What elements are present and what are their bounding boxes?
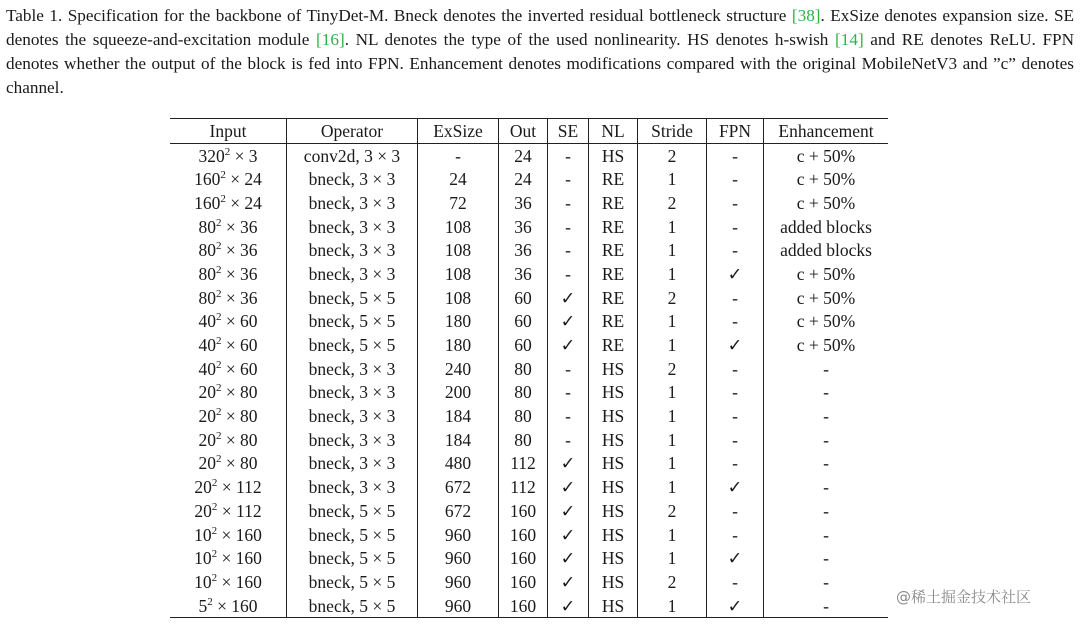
cell-operator: bneck, 3 × 3 — [287, 238, 418, 262]
cell-se: - — [548, 191, 589, 215]
cell-enhancement: - — [764, 357, 889, 381]
table-row — [170, 310, 888, 334]
cell-exsize: 108 — [418, 215, 499, 239]
cell-stride: 1 — [638, 310, 707, 334]
cell-exsize: 960 — [418, 594, 499, 618]
cell-se: ✓ — [548, 594, 589, 618]
cell-fpn: - — [707, 310, 764, 334]
cell-operator: bneck, 3 × 3 — [287, 428, 418, 452]
cell-stride: 1 — [638, 404, 707, 428]
input-channels: × 80 — [221, 453, 258, 474]
input-base: 20 — [198, 453, 216, 474]
cell-exsize: 72 — [418, 191, 499, 215]
cell-input — [170, 238, 287, 262]
cell-operator: bneck, 3 × 3 — [287, 167, 418, 191]
cell-stride: 1 — [638, 546, 707, 570]
input-exponent: 2 — [211, 501, 218, 514]
input-channels: × 160 — [217, 571, 262, 592]
cell-enhancement: - — [764, 428, 889, 452]
cell-stride: 1 — [638, 262, 707, 286]
cell-nl: HS — [589, 143, 638, 167]
cell-fpn: - — [707, 381, 764, 405]
header-operator: Operator — [287, 119, 418, 144]
cell-exsize: - — [418, 143, 499, 167]
cell-fpn: - — [707, 452, 764, 476]
cell-fpn: - — [707, 215, 764, 239]
table-row — [170, 333, 888, 357]
cell-out: 112 — [499, 452, 548, 476]
cell-out: 80 — [499, 428, 548, 452]
input-base: 80 — [198, 216, 216, 237]
cell-fpn: - — [707, 143, 764, 167]
cell-se: ✓ — [548, 570, 589, 594]
input-channels: × 112 — [217, 500, 262, 521]
cell-nl: HS — [589, 546, 638, 570]
table-row — [170, 523, 888, 547]
cell-stride: 2 — [638, 191, 707, 215]
cell-se: ✓ — [548, 523, 589, 547]
cell-out: 24 — [499, 167, 548, 191]
input-base: 20 — [198, 406, 216, 427]
input-exponent: 2 — [215, 358, 222, 371]
input-channels: × 36 — [221, 216, 258, 237]
cell-out: 36 — [499, 215, 548, 239]
cell-se: ✓ — [548, 286, 589, 310]
citation-link[interactable]: [16] — [316, 30, 345, 49]
input-channels: × 60 — [221, 311, 258, 332]
cell-out: 60 — [499, 310, 548, 334]
cell-enhancement: added blocks — [764, 238, 889, 262]
cell-stride: 1 — [638, 238, 707, 262]
input-exponent: 2 — [220, 193, 226, 206]
caption-text: Table 1. Specification for the backbone of TinyDet-M. Bneck denotes the inverted residual bottleneck structure — [6, 6, 792, 25]
input-exponent: 2 — [215, 453, 222, 466]
cell-nl: HS — [589, 428, 638, 452]
cell-exsize: 200 — [418, 381, 499, 405]
input-exponent: 2 — [215, 287, 222, 300]
cell-out: 160 — [499, 546, 548, 570]
input-base: 320 — [198, 145, 225, 166]
cell-stride: 2 — [638, 143, 707, 167]
cell-enhancement: - — [764, 475, 889, 499]
cell-nl: HS — [589, 475, 638, 499]
input-exponent: 2 — [211, 548, 218, 561]
citation-link[interactable]: [38] — [791, 6, 821, 25]
cell-fpn: - — [707, 191, 764, 215]
table-row — [170, 381, 888, 405]
cell-input — [170, 286, 287, 310]
cell-stride: 2 — [638, 357, 707, 381]
table-row — [170, 191, 888, 215]
input-exponent: 2 — [211, 477, 218, 490]
input-base: 5 — [198, 595, 208, 616]
cell-input — [170, 191, 287, 215]
input-channels: × 80 — [221, 429, 258, 450]
cell-nl: HS — [589, 594, 638, 618]
cell-fpn: ✓ — [707, 546, 764, 570]
cell-exsize: 24 — [418, 167, 499, 191]
cell-enhancement: - — [764, 570, 889, 594]
input-exponent: 2 — [211, 524, 218, 537]
cell-operator: bneck, 5 × 5 — [287, 546, 418, 570]
cell-out: 80 — [499, 404, 548, 428]
caption-text: . NL denotes the type of the used nonlinearity. HS denotes h-swish — [344, 30, 836, 49]
input-base: 10 — [194, 524, 212, 545]
cell-nl: HS — [589, 523, 638, 547]
cell-stride: 2 — [638, 499, 707, 523]
input-channels: × 60 — [221, 335, 258, 356]
table-row — [170, 215, 888, 239]
cell-exsize: 108 — [418, 262, 499, 286]
input-base: 80 — [198, 240, 216, 261]
cell-exsize: 240 — [418, 357, 499, 381]
cell-nl: RE — [589, 262, 638, 286]
cell-se: - — [548, 381, 589, 405]
cell-input — [170, 404, 287, 428]
header-stride: Stride — [638, 119, 707, 144]
input-exponent: 2 — [211, 572, 218, 585]
input-base: 40 — [198, 335, 216, 356]
cell-se: - — [548, 262, 589, 286]
cell-se: - — [548, 357, 589, 381]
input-base: 20 — [194, 477, 212, 498]
cell-input — [170, 381, 287, 405]
input-exponent: 2 — [215, 335, 222, 348]
input-base: 20 — [194, 500, 212, 521]
cell-out: 80 — [499, 357, 548, 381]
input-channels: × 24 — [225, 169, 262, 190]
input-channels: × 160 — [212, 595, 258, 616]
table-row — [170, 167, 888, 191]
cell-operator: bneck, 3 × 3 — [287, 475, 418, 499]
cell-se: - — [548, 428, 589, 452]
input-exponent: 2 — [215, 311, 222, 324]
cell-enhancement: c + 50% — [764, 143, 889, 167]
input-channels: × 80 — [221, 406, 258, 427]
cell-fpn: - — [707, 404, 764, 428]
cell-exsize: 180 — [418, 333, 499, 357]
table-caption — [6, 4, 1074, 100]
header-enhancement: Enhancement — [764, 119, 889, 144]
cell-se: ✓ — [548, 499, 589, 523]
input-channels: × 160 — [217, 548, 262, 569]
cell-enhancement: - — [764, 404, 889, 428]
input-base: 160 — [194, 192, 221, 213]
cell-input — [170, 523, 287, 547]
cell-input — [170, 499, 287, 523]
cell-enhancement: c + 50% — [764, 333, 889, 357]
table-row — [170, 475, 888, 499]
cell-fpn: ✓ — [707, 333, 764, 357]
header-input: Input — [170, 119, 287, 144]
cell-se: ✓ — [548, 546, 589, 570]
cell-enhancement: - — [764, 546, 889, 570]
cell-operator: conv2d, 3 × 3 — [287, 143, 418, 167]
cell-fpn: - — [707, 167, 764, 191]
cell-se: - — [548, 167, 589, 191]
table-row — [170, 143, 888, 167]
cell-input — [170, 262, 287, 286]
cell-exsize: 672 — [418, 475, 499, 499]
table-row — [170, 428, 888, 452]
cell-enhancement: c + 50% — [764, 286, 889, 310]
cell-input — [170, 428, 287, 452]
cell-exsize: 960 — [418, 523, 499, 547]
table-row — [170, 262, 888, 286]
input-exponent: 2 — [215, 382, 222, 395]
cell-out: 160 — [499, 570, 548, 594]
cell-nl: RE — [589, 215, 638, 239]
cell-fpn: - — [707, 238, 764, 262]
input-channels: × 112 — [217, 477, 262, 498]
backbone-spec-table — [170, 118, 888, 618]
cell-out: 24 — [499, 143, 548, 167]
cell-enhancement: c + 50% — [764, 191, 889, 215]
cell-stride: 1 — [638, 428, 707, 452]
cell-out: 36 — [499, 238, 548, 262]
cell-stride: 1 — [638, 452, 707, 476]
cell-input — [170, 167, 287, 191]
input-base: 20 — [198, 429, 216, 450]
cell-fpn: ✓ — [707, 594, 764, 618]
input-exponent: 2 — [215, 406, 222, 419]
cell-fpn: - — [707, 523, 764, 547]
cell-nl: HS — [589, 404, 638, 428]
cell-se: ✓ — [548, 310, 589, 334]
cell-operator: bneck, 3 × 3 — [287, 381, 418, 405]
caption-text: . ExSize denotes expansion size. SE denotes the squeeze-and-excitation module — [6, 6, 1075, 49]
cell-stride: 1 — [638, 333, 707, 357]
table-row — [170, 594, 888, 618]
input-base: 80 — [198, 263, 216, 284]
cell-out: 160 — [499, 594, 548, 618]
input-channels: × 80 — [221, 382, 258, 403]
input-base: 160 — [194, 169, 221, 190]
cell-out: 160 — [499, 523, 548, 547]
watermark-text: @稀土掘金技术社区 — [896, 588, 1032, 606]
cell-input — [170, 310, 287, 334]
input-channels: × 60 — [221, 358, 258, 379]
cell-enhancement: - — [764, 594, 889, 618]
cell-stride: 1 — [638, 475, 707, 499]
cell-fpn: - — [707, 499, 764, 523]
cell-fpn: - — [707, 570, 764, 594]
cell-se: ✓ — [548, 475, 589, 499]
input-exponent: 2 — [220, 169, 226, 182]
cell-input — [170, 143, 287, 167]
cell-operator: bneck, 3 × 3 — [287, 357, 418, 381]
cell-enhancement: - — [764, 452, 889, 476]
cell-nl: RE — [589, 286, 638, 310]
cell-enhancement: - — [764, 499, 889, 523]
cell-exsize: 108 — [418, 286, 499, 310]
cell-stride: 1 — [638, 215, 707, 239]
cell-nl: RE — [589, 191, 638, 215]
cell-stride: 2 — [638, 570, 707, 594]
cell-input — [170, 215, 287, 239]
cell-out: 160 — [499, 499, 548, 523]
cell-se: ✓ — [548, 333, 589, 357]
cell-stride: 1 — [638, 523, 707, 547]
table-header — [170, 119, 888, 144]
cell-nl: RE — [589, 167, 638, 191]
cell-operator: bneck, 5 × 5 — [287, 499, 418, 523]
cell-nl: RE — [589, 310, 638, 334]
cell-se: - — [548, 404, 589, 428]
cell-nl: HS — [589, 499, 638, 523]
cell-out: 60 — [499, 286, 548, 310]
table-row — [170, 499, 888, 523]
cell-operator: bneck, 5 × 5 — [287, 286, 418, 310]
input-channels: × 36 — [221, 240, 258, 261]
input-exponent: 2 — [224, 145, 231, 158]
cell-nl: HS — [589, 357, 638, 381]
input-base: 80 — [198, 287, 216, 308]
input-channels: × 160 — [217, 524, 262, 545]
cell-out: 36 — [499, 191, 548, 215]
cell-operator: bneck, 5 × 5 — [287, 570, 418, 594]
cell-operator: bneck, 3 × 3 — [287, 404, 418, 428]
cell-operator: bneck, 5 × 5 — [287, 594, 418, 618]
cell-fpn: - — [707, 286, 764, 310]
cell-nl: HS — [589, 452, 638, 476]
header-nl: NL — [589, 119, 638, 144]
cell-operator: bneck, 3 × 3 — [287, 215, 418, 239]
input-exponent: 2 — [215, 216, 222, 229]
cell-operator: bneck, 3 × 3 — [287, 262, 418, 286]
cell-fpn: ✓ — [707, 475, 764, 499]
cell-nl: HS — [589, 570, 638, 594]
cell-exsize: 180 — [418, 310, 499, 334]
cell-operator: bneck, 5 × 5 — [287, 523, 418, 547]
table-row — [170, 570, 888, 594]
header-fpn: FPN — [707, 119, 764, 144]
cell-input — [170, 546, 287, 570]
input-exponent: 2 — [215, 429, 222, 442]
cell-input — [170, 594, 287, 618]
input-channels: × 36 — [221, 287, 258, 308]
cell-nl: RE — [589, 238, 638, 262]
cell-enhancement: c + 50% — [764, 167, 889, 191]
cell-fpn: ✓ — [707, 262, 764, 286]
header-se: SE — [548, 119, 589, 144]
cell-out: 60 — [499, 333, 548, 357]
cell-operator: bneck, 5 × 5 — [287, 310, 418, 334]
input-channels: × 24 — [225, 192, 262, 213]
cell-operator: bneck, 3 × 3 — [287, 191, 418, 215]
input-base: 20 — [198, 382, 216, 403]
cell-exsize: 672 — [418, 499, 499, 523]
cell-operator: bneck, 3 × 3 — [287, 452, 418, 476]
table-body — [170, 143, 888, 618]
cell-enhancement: c + 50% — [764, 262, 889, 286]
input-channels: × 3 — [230, 145, 258, 166]
cell-se: - — [548, 238, 589, 262]
table-row — [170, 404, 888, 428]
cell-nl: RE — [589, 333, 638, 357]
table-row — [170, 357, 888, 381]
citation-link[interactable]: [14] — [835, 30, 864, 49]
cell-nl: HS — [589, 381, 638, 405]
cell-enhancement: - — [764, 381, 889, 405]
input-base: 10 — [194, 548, 212, 569]
cell-enhancement: c + 50% — [764, 310, 889, 334]
cell-enhancement: added blocks — [764, 215, 889, 239]
table-row — [170, 546, 888, 570]
input-base: 40 — [198, 358, 216, 379]
cell-stride: 1 — [638, 167, 707, 191]
cell-input — [170, 357, 287, 381]
cell-enhancement: - — [764, 523, 889, 547]
table-row — [170, 238, 888, 262]
cell-input — [170, 333, 287, 357]
cell-input — [170, 475, 287, 499]
cell-operator: bneck, 5 × 5 — [287, 333, 418, 357]
input-exponent: 2 — [215, 264, 222, 277]
cell-exsize: 184 — [418, 404, 499, 428]
cell-se: - — [548, 215, 589, 239]
cell-exsize: 960 — [418, 546, 499, 570]
cell-stride: 1 — [638, 381, 707, 405]
input-exponent: 2 — [215, 240, 222, 253]
cell-input — [170, 452, 287, 476]
cell-input — [170, 570, 287, 594]
cell-out: 112 — [499, 475, 548, 499]
cell-se: - — [548, 143, 589, 167]
cell-stride: 2 — [638, 286, 707, 310]
cell-exsize: 108 — [418, 238, 499, 262]
input-base: 40 — [198, 311, 216, 332]
header-row — [170, 119, 888, 144]
table-row — [170, 452, 888, 476]
cell-exsize: 480 — [418, 452, 499, 476]
cell-exsize: 960 — [418, 570, 499, 594]
header-out: Out — [499, 119, 548, 144]
cell-out: 80 — [499, 381, 548, 405]
cell-out: 36 — [499, 262, 548, 286]
cell-stride: 1 — [638, 594, 707, 618]
cell-exsize: 184 — [418, 428, 499, 452]
cell-fpn: - — [707, 357, 764, 381]
cell-se: ✓ — [548, 452, 589, 476]
input-exponent: 2 — [207, 595, 213, 608]
header-exsize: ExSize — [418, 119, 499, 144]
caption-text: and RE denotes ReLU. FPN denotes whether the output of the block is fed into FPN. Enhancement denotes modifications compared with the original MobileNetV3 and ”c” denotes channel. — [6, 30, 1074, 97]
table-row — [170, 286, 888, 310]
cell-fpn: - — [707, 428, 764, 452]
input-channels: × 36 — [221, 263, 258, 284]
input-base: 10 — [194, 571, 212, 592]
